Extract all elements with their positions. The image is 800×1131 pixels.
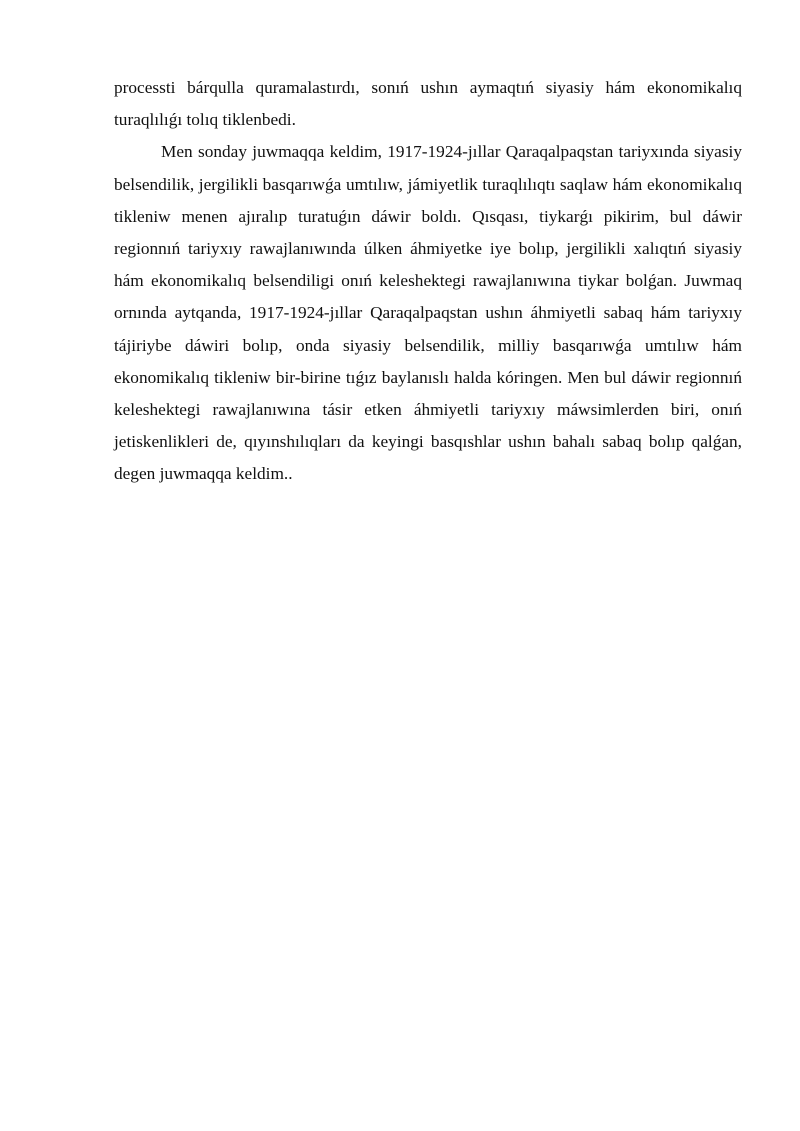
paragraph-conclusion: Men sonday juwmaqqa keldim, 1917-1924-jıllar Qaraqalpaqstan tariyxında siyasiy belsendilik, jergilikli basqarıwǵa umtılıw, jámiyetlik turaqlılıqtı saqlaw hám ekonomikalıq tikleniw menen ajıralıp turatuǵın dáwir boldı. Qısqası, tiykarǵı pikirim, bul dáwir regionnıń tariyxıy rawajlanıwında úlken áhmiyetke iye bolıp, jergilikli xalıqtıń siyasiy hám ekonomikalıq belsendiligi onıń keleshektegi rawajlanıwına tiykar bolǵan. Juwmaq ornında aytqanda, 1917-1924-jıllar Qaraqalpaqstan ushın áhmiyetli sabaq hám tariyxıy tájiriybe dáwiri bolıp, onda siyasiy belsendilik, milliy basqarıwǵa umtılıw hám ekonomikalıq tikleniw bir-birine tıǵız baylanıslı halda kóringen. Men bul dáwir regionnıń keleshektegi rawajlanıwına tásir etken áhmiyetli tariyxıy máwsimlerden biri, onıń jetiskenlikleri de, qıyınshılıqları da keyingi basqıshlar ushın bahalı sabaq bolıp qalǵan, degen juwmaqqa keldim..	[114, 142, 742, 484]
paragraph-continuation: processti bárqulla quramalastırdı, sonıń ushın aymaqtıń siyasiy hám ekonomikalıq turaqlılıǵı tolıq tiklenbedi.	[114, 78, 742, 130]
document-page	[114, 72, 742, 491]
